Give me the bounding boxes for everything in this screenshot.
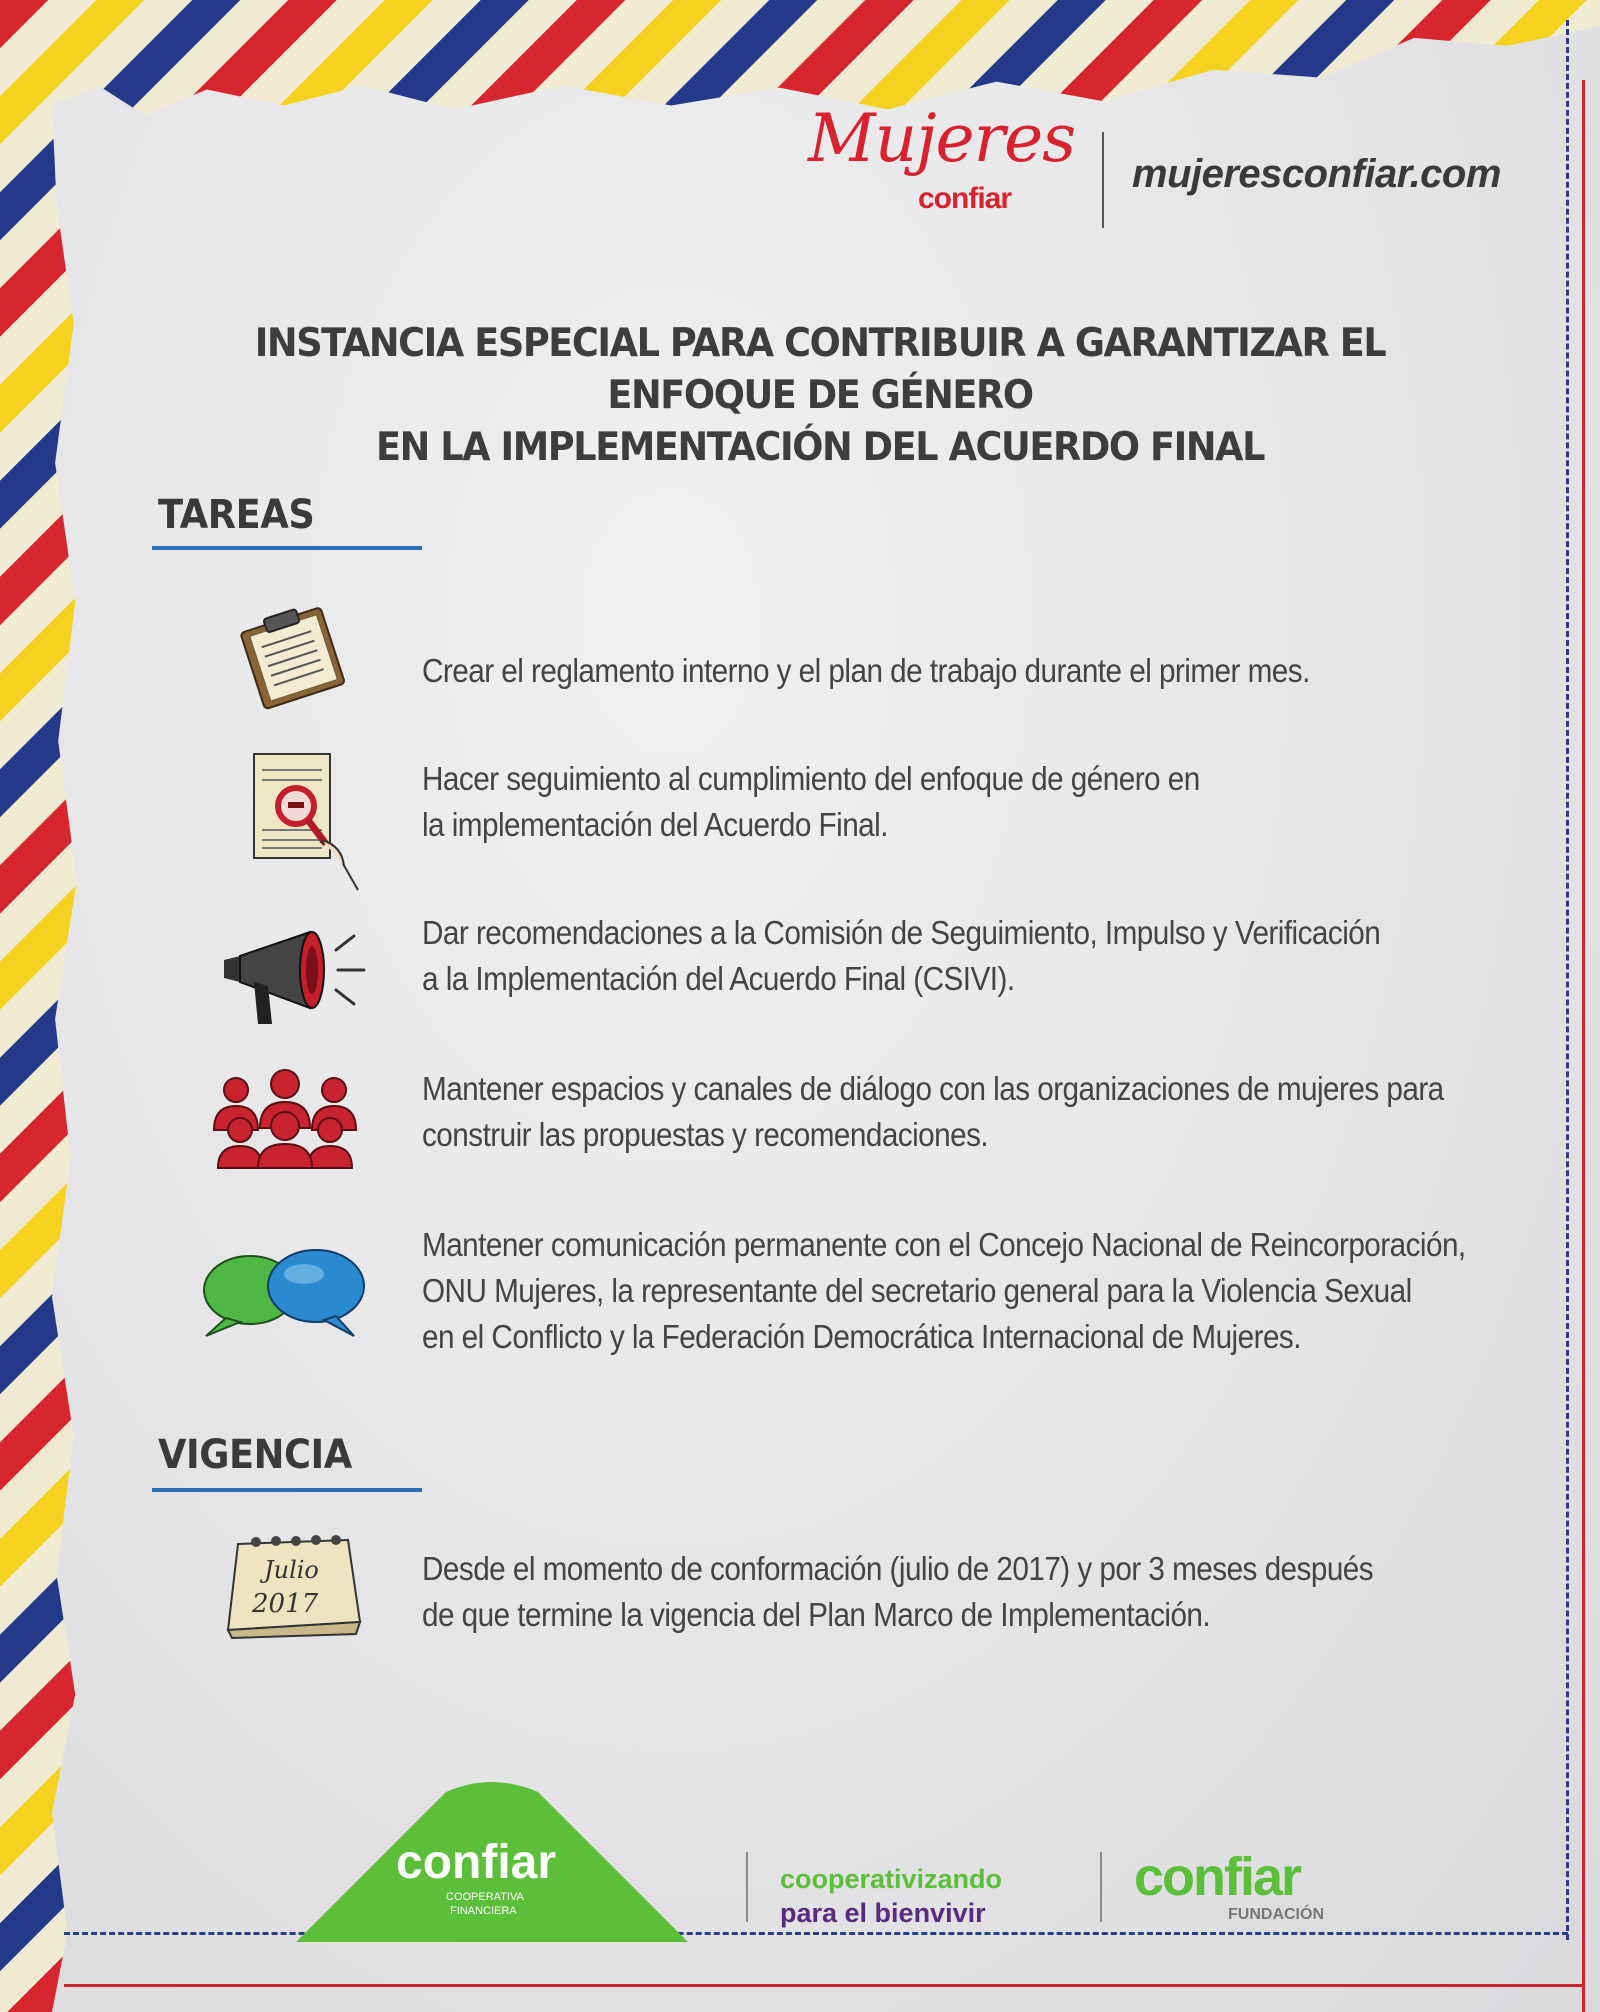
- footer-divider-2: [1100, 1852, 1102, 1922]
- task-4-text: [422, 1066, 1444, 1158]
- vigencia-line-2: de que termine la vigencia del Plan Marco de Implementación.: [422, 1596, 1211, 1633]
- vigencia-line-1: Desde el momento de conformación (julio de 2017) y por 3 meses después: [422, 1550, 1374, 1587]
- dashed-border-right: [1566, 20, 1569, 1940]
- footer-divider-1: [746, 1852, 748, 1922]
- header-divider: [1102, 132, 1104, 228]
- clipboard-icon: [228, 600, 358, 712]
- slogan-line-1: cooperativizando: [780, 1864, 1003, 1894]
- tareas-heading: TAREAS: [158, 492, 315, 538]
- calendar-year: 2017: [252, 1589, 319, 1619]
- task-5-line-2: ONU Mujeres, la representante del secretario general para la Violencia Sexual: [422, 1272, 1412, 1309]
- task-4-line-1: Mantener espacios y canales de diálogo con las organizaciones de mujeres para: [422, 1070, 1444, 1107]
- task-5-line-1: Mantener comunicación permanente con el Concejo Nacional de Reincorporación,: [422, 1226, 1466, 1263]
- task-2-line-1: Hacer seguimiento al cumplimiento del enfoque de género en: [422, 760, 1200, 797]
- task-3-text: [422, 910, 1412, 1002]
- vigencia-underline: [152, 1488, 422, 1492]
- title-line-1: INSTANCIA ESPECIAL PARA CONTRIBUIR A GARANTIZAR EL ENFOQUE DE GÉNERO: [254, 321, 1386, 418]
- website-link[interactable]: mujeresconfiar.com: [1132, 152, 1501, 196]
- speech-bubbles-icon: [196, 1244, 376, 1344]
- vigencia-text: [422, 1546, 1412, 1638]
- fundacion-logo-sub: FUNDACIÓN: [1228, 1906, 1324, 1923]
- task-4-line-2: construir las propuestas y recomendaciones.: [422, 1116, 989, 1153]
- confiar-logo-sub2: FINANCIERA: [450, 1905, 517, 1917]
- logo-brand-main: Mujeres: [808, 100, 1076, 177]
- page-title: [162, 318, 1478, 474]
- task-1-line-1: Crear el reglamento interno y el plan de trabajo durante el primer mes.: [422, 652, 1310, 689]
- red-border-bottom: [64, 1984, 1584, 1987]
- fundacion-logo-word: confiar: [1134, 1847, 1301, 1907]
- task-3-line-2: a la Implementación del Acuerdo Final (CSIVI).: [422, 960, 1015, 997]
- dashed-border-bottom: [64, 1932, 1568, 1935]
- calendar-month: Julio: [264, 1556, 319, 1584]
- task-5-text: [422, 1222, 1466, 1360]
- megaphone-icon: [214, 916, 378, 1032]
- task-2-text: [422, 756, 1412, 848]
- title-line-2: EN LA IMPLEMENTACIÓN DEL ACUERDO FINAL: [375, 425, 1265, 470]
- tareas-underline: [152, 546, 422, 550]
- calendar-icon: [220, 1530, 364, 1640]
- task-3-line-1: Dar recomendaciones a la Comisión de Seguimiento, Impulso y Verificación: [422, 914, 1381, 951]
- magnifier-document-icon: [246, 750, 366, 892]
- task-1-text: [422, 648, 1412, 694]
- confiar-logo-word: confiar: [396, 1836, 557, 1889]
- vigencia-heading: VIGENCIA: [158, 1432, 352, 1478]
- task-2-line-2: la implementación del Acuerdo Final.: [422, 806, 888, 843]
- confiar-cooperativa-logo: [296, 1776, 688, 1942]
- people-group-icon: [206, 1068, 366, 1170]
- confiar-logo-sub1: COOPERATIVA: [446, 1891, 524, 1903]
- task-5-line-3: en el Conflicto y la Federación Democrática Internacional de Mujeres.: [422, 1318, 1301, 1355]
- slogan-line-2: para el bienvivir: [780, 1898, 986, 1928]
- slogan: [780, 1862, 1002, 1930]
- red-border-right: [1582, 80, 1585, 2012]
- logo-brand-sub: confiar: [918, 182, 1012, 215]
- mujeres-confiar-logo: [808, 100, 1076, 230]
